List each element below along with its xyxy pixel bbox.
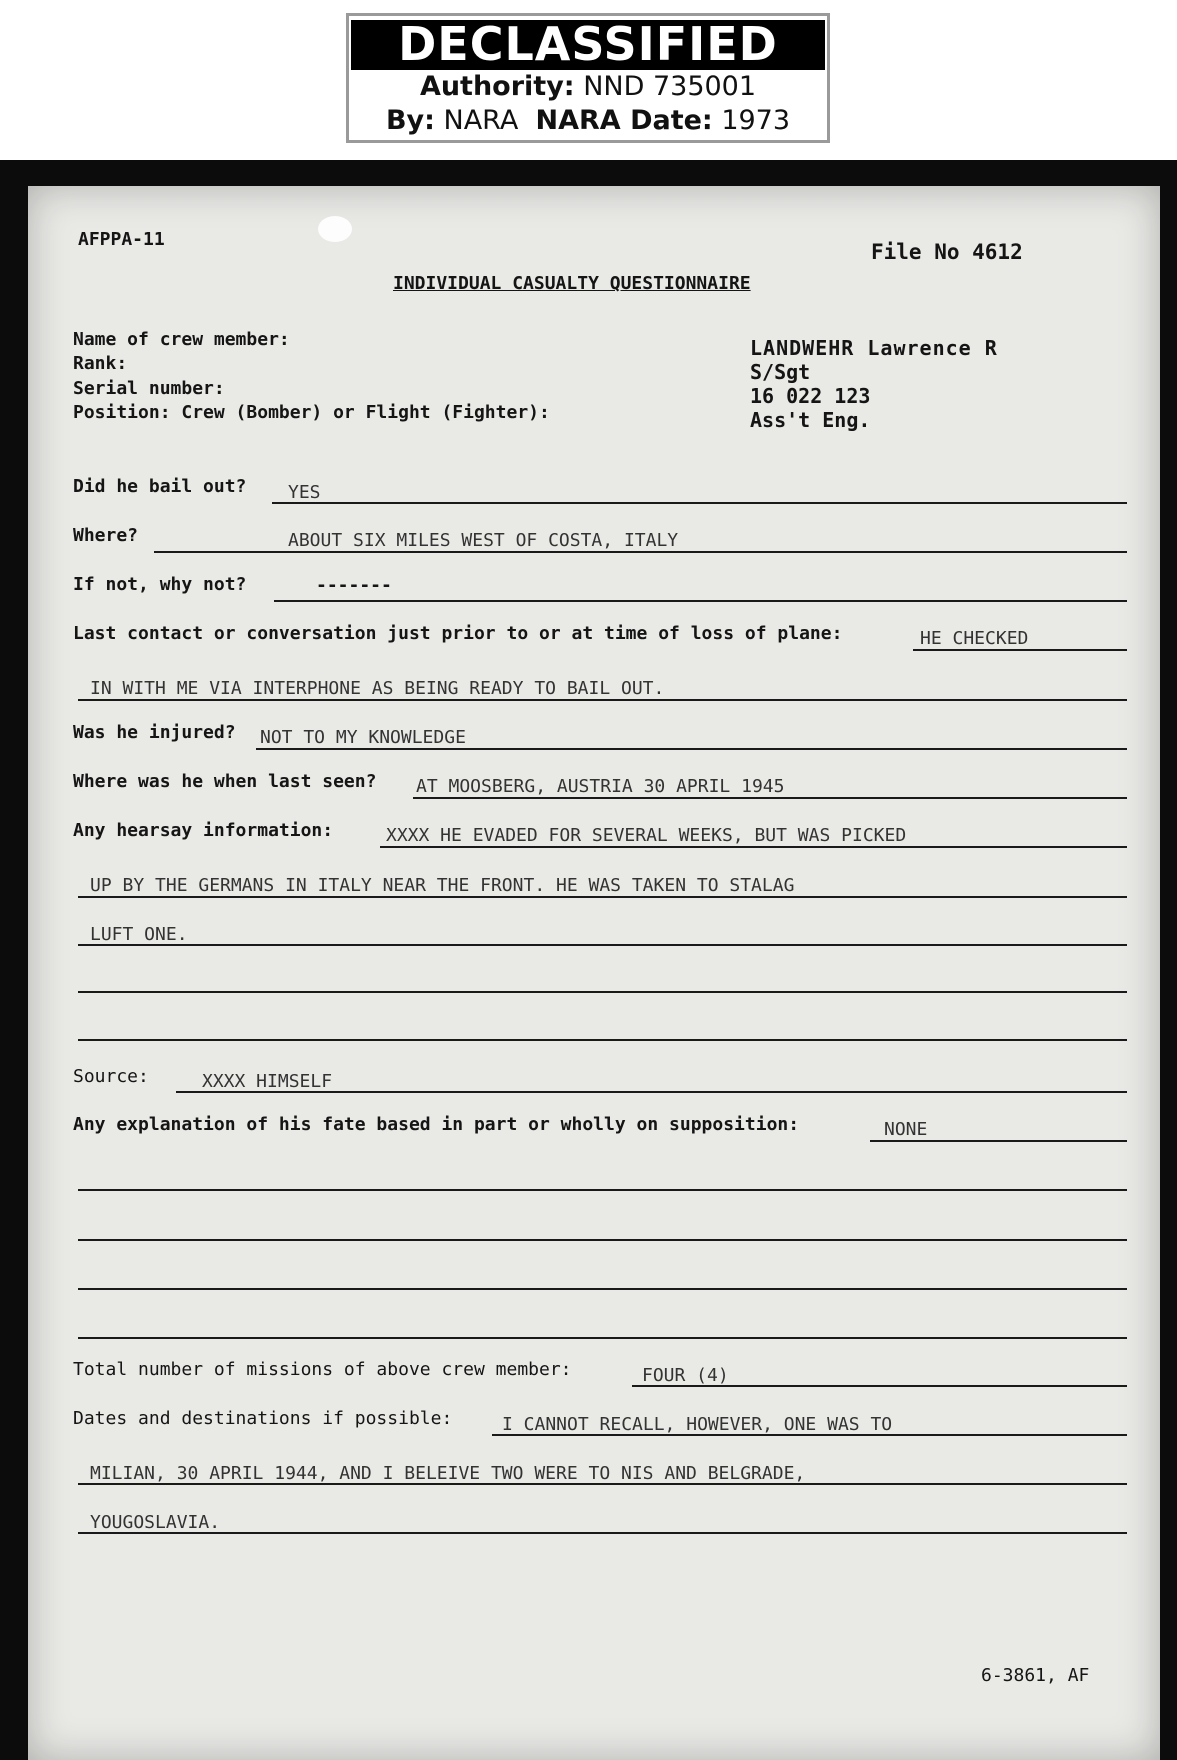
bail-answer: YES: [288, 482, 321, 503]
explanation-line-2: [78, 1189, 1127, 1191]
source-label: Source:: [73, 1066, 149, 1087]
dates-answer-3: YOUGOSLAVIA.: [90, 1512, 221, 1533]
explanation-line-4: [78, 1288, 1127, 1290]
stamp-by-label: By:: [385, 105, 435, 136]
contact-label: Last contact or conversation just prior to or at time of loss of plane:: [73, 623, 843, 644]
stamp-date-label: NARA Date:: [535, 105, 713, 136]
hearsay-line-3: [78, 944, 1127, 946]
contact-line-1: [913, 649, 1127, 651]
where-label: Where?: [73, 525, 139, 546]
dates-line-3: [78, 1532, 1127, 1534]
form-title: INDIVIDUAL CASUALTY QUESTIONNAIRE: [393, 273, 751, 294]
bail-line: [272, 502, 1127, 504]
declassified-stamp: [346, 13, 830, 143]
bail-label: Did he bail out?: [73, 476, 247, 497]
hearsay-line-4: [78, 991, 1127, 993]
dates-line-1: [492, 1434, 1127, 1436]
hearsay-answer-1: XXXX HE EVADED FOR SEVERAL WEEKS, BUT WAS PICKED: [386, 825, 907, 846]
lastseen-answer: AT MOOSBERG, AUSTRIA 30 APRIL 1945: [416, 776, 785, 797]
paper-blemish: [318, 216, 352, 242]
document-page: [28, 186, 1160, 1760]
contact-answer-1: HE CHECKED: [920, 628, 1029, 649]
stamp-authority: [349, 70, 827, 104]
contact-line-2: [78, 699, 1127, 701]
hearsay-answer-3: LUFT ONE.: [90, 924, 188, 945]
injured-label: Was he injured?: [73, 722, 236, 743]
explanation-answer: NONE: [884, 1119, 928, 1140]
lastseen-label: Where was he when last seen?: [73, 771, 377, 792]
crew-position-value: Ass't Eng.: [750, 408, 871, 432]
crew-rank-label: Rank:: [73, 353, 128, 374]
crew-name-label: Name of crew member:: [73, 329, 290, 350]
crew-serial-label: Serial number:: [73, 378, 225, 399]
stamp-by-date: [349, 104, 827, 138]
lastseen-line: [413, 797, 1127, 799]
dates-label: Dates and destinations if possible:: [73, 1408, 453, 1429]
injured-answer: NOT TO MY KNOWLEDGE: [260, 727, 466, 748]
explanation-line-1: [870, 1140, 1127, 1142]
form-id: AFPPA-11: [78, 229, 165, 250]
explanation-line-5: [78, 1337, 1127, 1339]
missions-line: [632, 1385, 1127, 1387]
file-number: File No 4612: [871, 240, 1023, 264]
hearsay-line-2: [78, 896, 1127, 898]
stamp-authority-value: NND 735001: [583, 71, 757, 102]
crew-rank-value: S/Sgt: [750, 360, 811, 384]
hearsay-answer-2: UP BY THE GERMANS IN ITALY NEAR THE FRONT. HE WAS TAKEN TO STALAG: [90, 875, 795, 896]
stamp-authority-label: Authority:: [419, 71, 575, 102]
ifnot-line: [274, 600, 1127, 602]
crew-name-value: LANDWEHR Lawrence R: [750, 336, 998, 360]
explanation-line-3: [78, 1239, 1127, 1241]
hearsay-label: Any hearsay information:: [73, 820, 334, 841]
crew-serial-value: 16 022 123: [750, 384, 871, 408]
injured-line: [256, 748, 1127, 750]
dates-answer-1: I CANNOT RECALL, HOWEVER, ONE WAS TO: [502, 1414, 893, 1435]
crew-position-label: Position: Crew (Bomber) or Flight (Fighter):: [73, 402, 550, 423]
ifnot-label: If not, why not?: [73, 574, 247, 595]
stamp-title: DECLASSIFIED: [351, 20, 825, 70]
stamp-date-value: 1973: [721, 105, 791, 136]
missions-answer: FOUR (4): [642, 1365, 729, 1386]
stamp-by-value: NARA: [443, 105, 519, 136]
form-code: 6-3861, AF: [981, 1665, 1090, 1686]
explanation-label: Any explanation of his fate based in part or wholly on supposition:: [73, 1114, 800, 1135]
missions-label: Total number of missions of above crew member:: [73, 1359, 572, 1380]
source-answer: XXXX HIMSELF: [202, 1071, 333, 1092]
hearsay-line-5: [78, 1039, 1127, 1041]
source-line: [176, 1091, 1127, 1093]
where-line: [154, 551, 1127, 553]
dates-line-2: [78, 1483, 1127, 1485]
dates-answer-2: MILIAN, 30 APRIL 1944, AND I BELEIVE TWO WERE TO NIS AND BELGRADE,: [90, 1463, 806, 1484]
contact-answer-2: IN WITH ME VIA INTERPHONE AS BEING READY TO BAIL OUT.: [90, 678, 665, 699]
hearsay-line-1: [380, 846, 1127, 848]
where-answer: ABOUT SIX MILES WEST OF COSTA, ITALY: [288, 530, 679, 551]
ifnot-answer: -------: [316, 575, 392, 596]
